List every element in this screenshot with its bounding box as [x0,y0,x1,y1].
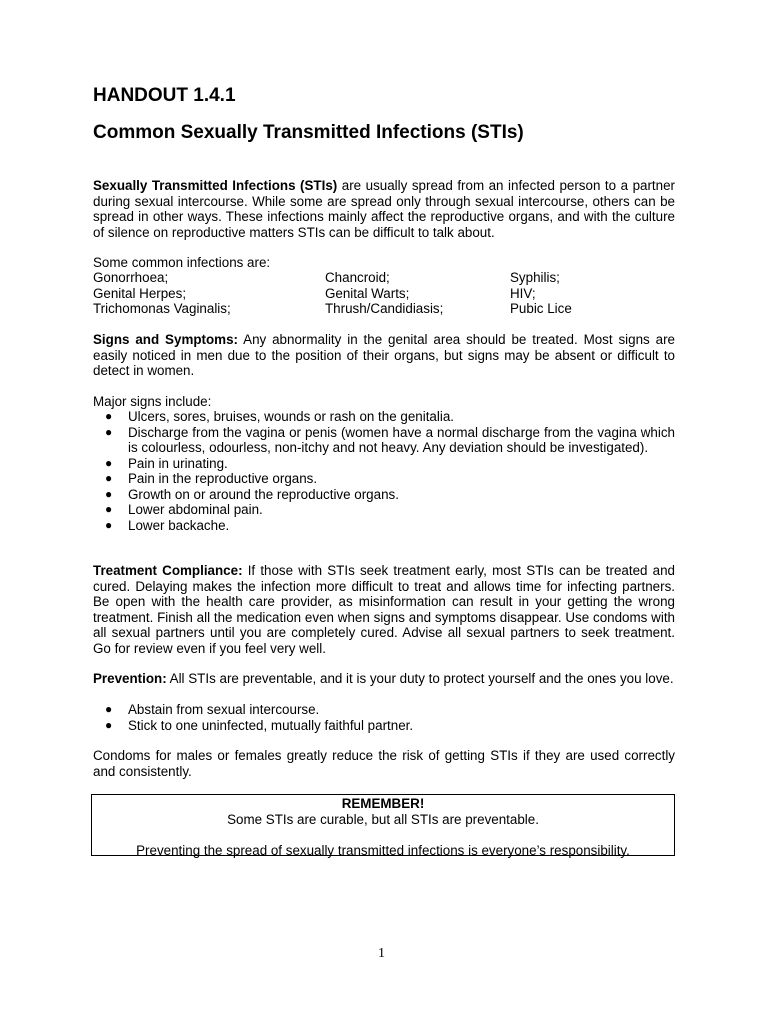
bullet-icon: ● [105,424,113,439]
infection-name: HIV; [510,285,536,301]
treatment-text: If those with STIs seek treatment early, most STIs can be treated and cured. Delaying makes the infection more difficult to treat and allows time for infecting partners. Be open with the health care provider, as misinformation can result in your getting the wrong treatment. Finish all the medication even when signs and symptoms disappear. Use condoms with all sexual partners until you are completely cured. Advise all sexual partners to seek treatment. Go for review even if you feel very well. [93,563,675,656]
infections-label: Some common infections are: [93,255,271,270]
remember-box [91,794,675,856]
page-title: Common Sexually Transmitted Infections (STIs) [93,122,524,143]
intro-paragraph [93,178,675,240]
list-item: ● Ulcers, sores, bruises, wounds or rash on the genitalia. [105,409,454,424]
infection-name: Thrush/Candidiasis; [325,301,444,316]
list-item: ● Abstain from sexual intercourse. [105,702,320,717]
signs-lead: Signs and Symptoms: [93,332,238,347]
infections-row [93,301,675,317]
infection-name: Gonorrhoea; [93,270,169,285]
prevention-text: All STIs are preventable, and it is your duty to protect yourself and the ones you love. [166,671,674,686]
bullet-icon: ● [105,409,113,423]
list-item: ● Stick to one uninfected, mutually faithful partner. [105,717,414,733]
signs-list [93,409,675,533]
infection-name: Syphilis; [510,270,560,285]
bullet-icon: ● [105,455,113,470]
list-item: ● Lower abdominal pain. [105,502,263,517]
list-item: ● Growth on or around the reproductive organs. [105,486,399,502]
list-item: ● Pain in urinating. [105,455,228,471]
page-number: 1 [378,946,385,961]
list-item: ● Lower backache. [105,517,230,533]
prevention-list [93,702,675,733]
intro-text: are usually spread from an infected person to a partner during sexual intercourse. While some are spread only through sexual intercourse, others can be spread in other ways. These infections mainly affect the reproductive organs, and with the culture of silence on reproductive matters STIs can be difficult to talk about. [93,178,675,240]
treatment-paragraph [93,563,675,656]
signs-text: Any abnormality in the genital area should be treated. Most signs are easily noticed in men due to the position of their organs, but signs may be absent or difficult to detect in women. [93,332,675,378]
remember-title: REMEMBER! [341,796,425,811]
bullet-icon: ● [105,517,113,532]
infection-name: Genital Herpes; [93,285,187,301]
bullet-icon: ● [105,717,113,732]
bullet-icon: ● [105,702,113,716]
infections-row [93,270,675,286]
list-item: ● Discharge from the vagina or penis (women have a normal discharge from the vagina which is colourless, odourless, non-itchy and not heavy. Any deviation should be investigated). [105,424,675,455]
infection-name: Pubic Lice [510,301,572,316]
bullet-icon: ● [105,486,113,501]
treatment-lead: Treatment Compliance: [93,563,243,578]
signs-paragraph [93,332,675,379]
infection-name: Genital Warts; [325,285,410,301]
infections-table [93,270,675,317]
signs-list-label: Major signs include: [93,394,212,409]
remember-line-1: Some STIs are curable, but all STIs are preventable. [227,811,539,827]
bullet-icon: ● [105,471,113,485]
handout-number: HANDOUT 1.4.1 [93,85,236,106]
list-item: ● Pain in the reproductive organs. [105,471,318,486]
prevention-lead: Prevention: [93,671,167,686]
infection-name: Chancroid; [325,270,390,285]
remember-line-2: Preventing the spread of sexually transmitted infections is everyone’s responsibility. [136,842,630,858]
intro-lead: Sexually Transmitted Infections (STIs) [93,178,338,193]
infection-name: Trichomonas Vaginalis; [93,301,231,316]
infections-row [93,286,675,302]
condoms-paragraph: Condoms for males or females greatly reduce the risk of getting STIs if they are used correctly and consistently. [93,748,675,779]
bullet-icon: ● [105,502,113,516]
prevention-paragraph [93,671,675,687]
